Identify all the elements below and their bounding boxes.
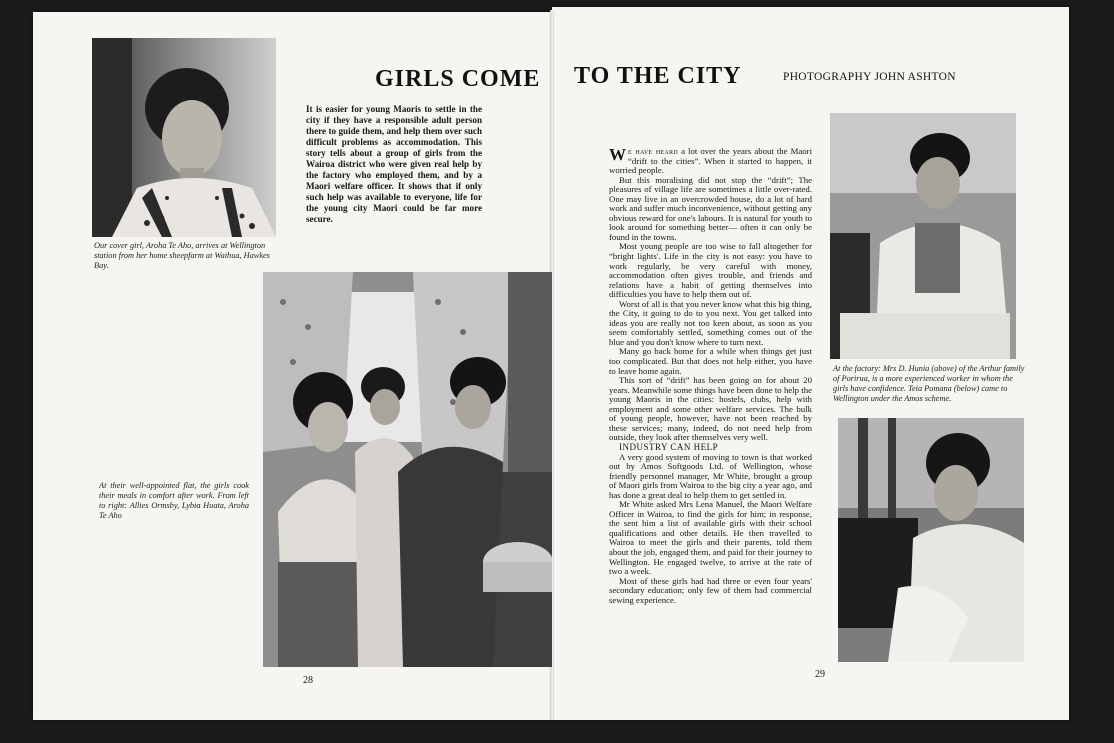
intro-text: It is easier for young Maoris to settle in the city if they have a responsible adult person there to guide them, and help them over such difficult problems as accommodation. This story tells about a group of girls from the Wairoa district who were given real help by the factory who employed them, and by a Maori welfare officer. It shows that if only such help was available to everyone, life for the young city Maori could be far more secure. (306, 104, 482, 224)
lead-rest: a lot over the years about the Maori “drift to the cities”. When it started to happen, it worried people. (609, 146, 812, 176)
body-paragraph: A very good system of moving to town is that worked out by Amos Softgoods Ltd. of Wellington, whose friendly personnel manager, Mr White, brought a group of Maori girls from Wairoa to the big city a year ago, and has done a great deal to help them to get settled in. (609, 451, 812, 500)
page-number-left: 28 (303, 675, 313, 686)
body-paragraph: Many go back home for a while when things get just too complicated. But that does not help either, you have to leave home again. (609, 346, 812, 376)
page-number-right: 29 (815, 669, 825, 680)
title-left: GIRLS COME (375, 66, 541, 92)
factory-photo-bottom (838, 418, 1024, 662)
drop-cap: W (609, 145, 626, 164)
body-paragraph: Most young people are too wise to fall altogether for “bright lights'. Life in the city is not easy: you have to work regularly, be very careful with money, accommodation often gives trouble, and friends and relations have a habit of getting themselves into difficulties you have to help them out of. (609, 241, 812, 300)
cover-caption: Our cover girl, Aroha Te Aho, arrives at Wellington station from her home sheepfarm at Waihua, Hawkes Bay. (94, 241, 270, 270)
lead-in: e have heard (628, 146, 678, 156)
kitchen-photo (263, 272, 552, 667)
subheading: INDUSTRY CAN HELP (619, 441, 719, 452)
body-paragraph: This sort of “drift” has been going on for about 20 years. Meanwhile some things have been done to help the young Maoris in the cities: hostels, clubs, help with employment and some other welfare services. The bulk of young people, however, have not been reached by these services; many, indeed, do not need help from outside, they look after themselves very well. (609, 375, 812, 443)
body-paragraph: Worst of all is that you never know what this big thing, the City, it going to do to you next. You get talked into ideas you are really not too keen about, as soon as you seem comfortably settled, something comes out of the blue and you don't know where to turn next. (609, 298, 812, 347)
body-paragraph: But this moralising did not stop the “drift”; The pleasures of village life are sometimes a little over-rated. One may live in an overcrowded house, do a lot of hard work and suffer much inconvenience, without getting any obvious reward for one's labours. It is natural for youth to look around for something better— often it can only be found in the towns. (609, 174, 812, 242)
factory-photo-top (830, 113, 1016, 359)
body-paragraph: Mr White asked Mrs Lena Manuel, the Maori Welfare Officer in Wairoa, to find the girls for him; in response, the sent him a list of available girls with their school qualifications and other details. He then travelled to Wairoa to meet the girls and their parents, told them about the job, engaged them, and paid for their journey to Wellington. He engaged twelve, to arrive at the rate of two a week. (609, 499, 812, 577)
cover-girl-photo (92, 38, 276, 237)
body-paragraph: Most of these girls had had three or even four years' secondary education; only few of them had commercial sewing experience. (609, 575, 812, 605)
body-paragraph (609, 147, 812, 176)
factory-caption: At the factory: Mrs D. Hunia (above) of the Arthur family of Porirua, is a more experienced worker in whom the girls have confidence. Teia Pomana (below) came to Wellington under the Amos scheme. (833, 364, 1025, 403)
title-right: TO THE CITY (574, 63, 742, 89)
photo-credit: PHOTOGRAPHY JOHN ASHTON (783, 71, 956, 83)
kitchen-caption: At their well-appointed flat, the girls cook their meals in comfort after work. From left to right: Allies Ormsby, Lybia Huata, Aroha Te Aho (99, 481, 249, 520)
body-text (609, 147, 812, 605)
